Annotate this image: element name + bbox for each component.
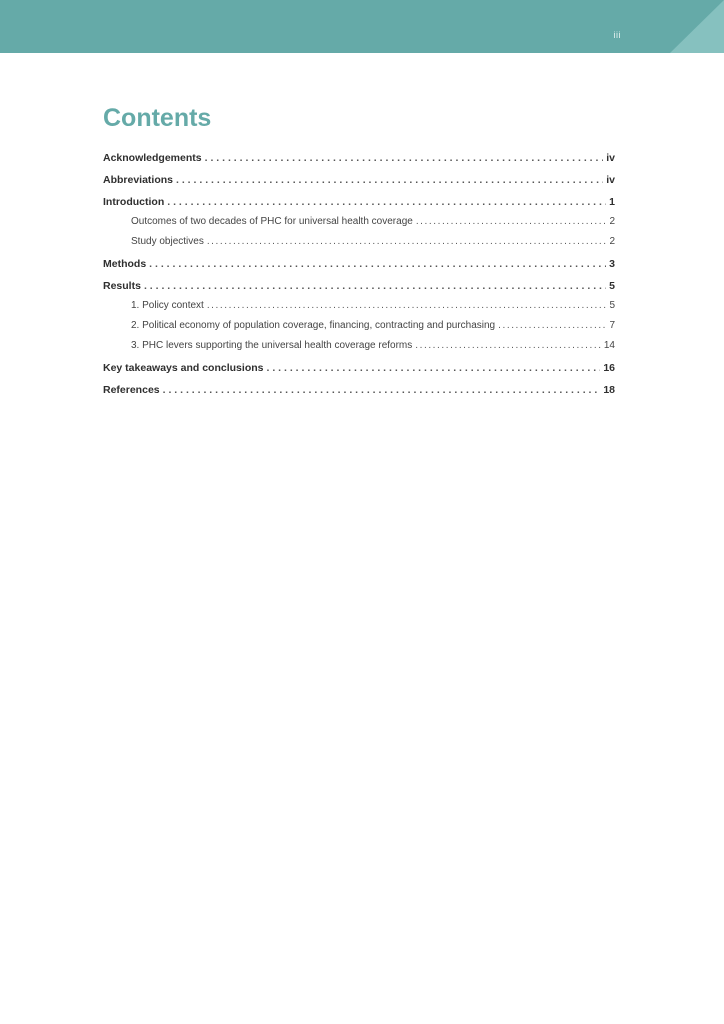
- toc-entry-references[interactable]: [103, 382, 615, 398]
- toc-entry-label: References: [103, 384, 160, 396]
- toc-dot-leader: [144, 278, 606, 294]
- toc-dot-leader: [266, 360, 600, 376]
- table-of-contents: [103, 150, 615, 398]
- toc-dot-leader: [415, 338, 601, 354]
- toc-entry-abbreviations[interactable]: [103, 172, 615, 188]
- toc-entry-page: iv: [606, 152, 615, 164]
- toc-entry-label: 3. PHC levers supporting the universal health coverage reforms: [131, 340, 413, 351]
- toc-entry-page: 2: [609, 236, 615, 247]
- toc-entry-label: Outcomes of two decades of PHC for universal health coverage: [131, 216, 413, 227]
- toc-subentry-policy-context[interactable]: [103, 298, 615, 314]
- toc-dot-leader: [498, 318, 606, 334]
- toc-entry-label: Key takeaways and conclusions: [103, 362, 264, 374]
- toc-entry-label: 1. Policy context: [131, 300, 204, 311]
- toc-dot-leader: [416, 214, 607, 230]
- toc-dot-leader: [176, 172, 603, 188]
- toc-entry-page: 16: [603, 362, 615, 374]
- toc-entry-key-takeaways[interactable]: [103, 360, 615, 376]
- toc-entry-page: 5: [609, 280, 615, 292]
- toc-entry-label: Introduction: [103, 196, 165, 208]
- toc-entry-introduction[interactable]: [103, 194, 615, 210]
- toc-entry-label: Abbreviations: [103, 174, 174, 186]
- header-band: [0, 0, 724, 53]
- toc-entry-page: 14: [603, 340, 615, 351]
- toc-entry-page: 1: [609, 196, 615, 208]
- toc-entry-results[interactable]: [103, 278, 615, 294]
- toc-entry-page: 5: [609, 300, 615, 311]
- toc-entry-page: 3: [609, 258, 615, 270]
- toc-subentry-political-economy[interactable]: [103, 318, 615, 334]
- toc-dot-leader: [207, 234, 607, 250]
- toc-dot-leader: [205, 150, 604, 166]
- header-corner-decoration: [670, 0, 724, 53]
- toc-dot-leader: [149, 256, 606, 272]
- toc-entry-label: Methods: [103, 258, 147, 270]
- toc-dot-leader: [163, 382, 601, 398]
- toc-entry-page: 18: [603, 384, 615, 396]
- toc-entry-page: iv: [606, 174, 615, 186]
- toc-subentry-study-objectives[interactable]: [103, 234, 615, 250]
- toc-entry-page: 2: [609, 216, 615, 227]
- toc-entry-label: Study objectives: [131, 236, 204, 247]
- toc-entry-methods[interactable]: [103, 256, 615, 272]
- toc-entry-acknowledgements[interactable]: [103, 150, 615, 166]
- toc-subentry-outcomes[interactable]: [103, 214, 615, 230]
- page-number: iii: [613, 30, 621, 40]
- toc-dot-leader: [207, 298, 607, 314]
- toc-entry-label: 2. Political economy of population coverage, financing, contracting and purchasing: [131, 320, 496, 331]
- page-title: Contents: [103, 104, 212, 132]
- toc-dot-leader: [167, 194, 606, 210]
- toc-entry-label: Results: [103, 280, 141, 292]
- toc-subentry-phc-levers[interactable]: [103, 338, 615, 354]
- toc-entry-label: Acknowledgements: [103, 152, 202, 164]
- toc-entry-page: 7: [609, 320, 615, 331]
